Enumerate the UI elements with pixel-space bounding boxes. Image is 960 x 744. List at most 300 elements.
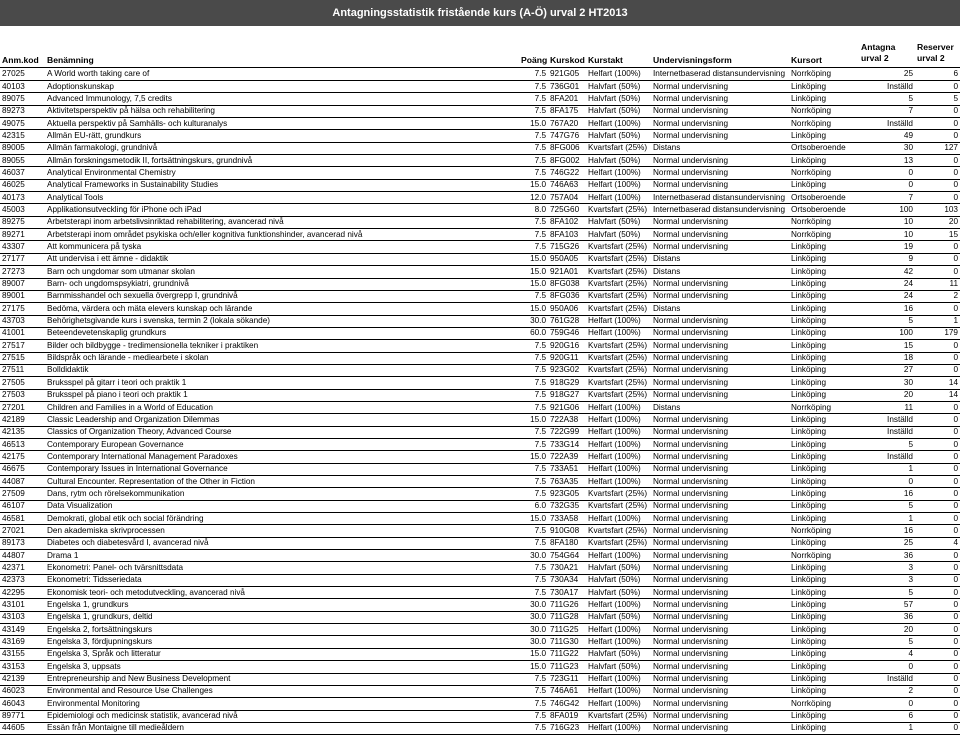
cell-kurstakt: Kvartsfart (25%) xyxy=(586,290,651,302)
cell-benamning: Allmän EU-rätt, grundkurs xyxy=(45,130,519,142)
cell-poang: 7.5 xyxy=(519,574,548,586)
cell-undervisningsform: Distans xyxy=(651,266,789,278)
cell-poang: 30.0 xyxy=(519,611,548,623)
cell-anmkod: 27517 xyxy=(0,340,45,352)
cell-undervisningsform: Normal undervisning xyxy=(651,500,789,512)
cell-kurstakt: Helfart (100%) xyxy=(586,513,651,525)
cell-poang: 15.0 xyxy=(519,648,548,660)
cell-reserver: 0 xyxy=(915,525,960,537)
cell-kursort: Norrköping xyxy=(789,118,859,130)
cell-kursort: Norrköping xyxy=(789,68,859,81)
cell-kursort: Linköping xyxy=(789,661,859,673)
cell-antagna: 3 xyxy=(859,562,915,574)
cell-anmkod: 27177 xyxy=(0,253,45,265)
table-row xyxy=(0,401,960,413)
table-row xyxy=(0,722,960,734)
cell-anmkod: 89275 xyxy=(0,216,45,228)
cell-benamning: Att undervisa i ett ämne - didaktik xyxy=(45,253,519,265)
cell-poang: 7.5 xyxy=(519,673,548,685)
cell-kurskod: 8FA201 xyxy=(548,93,586,105)
cell-anmkod: 89771 xyxy=(0,710,45,722)
cell-kursort: Linköping xyxy=(789,537,859,549)
cell-reserver: 0 xyxy=(915,587,960,599)
cell-kursort: Linköping xyxy=(789,451,859,463)
cell-reserver: 6 xyxy=(915,68,960,81)
cell-kurstakt: Halvfart (50%) xyxy=(586,562,651,574)
cell-undervisningsform: Normal undervisning xyxy=(651,488,789,500)
cell-benamning: Barn- och ungdomspsykiatri, grundnivå xyxy=(45,278,519,290)
cell-undervisningsform: Normal undervisning xyxy=(651,81,789,93)
cell-reserver: 11 xyxy=(915,278,960,290)
cell-reserver: 2 xyxy=(915,290,960,302)
cell-undervisningsform: Normal undervisning xyxy=(651,340,789,352)
cell-anmkod: 43153 xyxy=(0,661,45,673)
cell-poang: 15.0 xyxy=(519,661,548,673)
cell-anmkod: 46513 xyxy=(0,438,45,450)
cell-kurstakt: Helfart (100%) xyxy=(586,636,651,648)
table-row xyxy=(0,500,960,512)
cell-reserver: 179 xyxy=(915,327,960,339)
cell-kurstakt: Helfart (100%) xyxy=(586,327,651,339)
cell-undervisningsform: Normal undervisning xyxy=(651,685,789,697)
cell-benamning: Behörighetsgivande kurs i svenska, termin 2 (lokala sökande) xyxy=(45,315,519,327)
cell-kurstakt: Kvartsfart (25%) xyxy=(586,389,651,401)
cell-antagna: 100 xyxy=(859,327,915,339)
cell-undervisningsform: Normal undervisning xyxy=(651,673,789,685)
cell-benamning: Bildspråk och lärande - mediearbete i skolan xyxy=(45,352,519,364)
table-row xyxy=(0,142,960,154)
cell-undervisningsform: Normal undervisning xyxy=(651,611,789,623)
cell-anmkod: 42189 xyxy=(0,414,45,426)
cell-kursort: Linköping xyxy=(789,722,859,734)
cell-kursort: Linköping xyxy=(789,574,859,586)
header-poang: Poäng xyxy=(519,26,548,68)
cell-benamning: Classic Leadership and Organization Dilemmas xyxy=(45,414,519,426)
cell-benamning: Arbetsterapi inom området psykiska och/eller kognitiva funktionshinder, avancerad nivå xyxy=(45,229,519,241)
cell-kursort: Linköping xyxy=(789,611,859,623)
table-body xyxy=(0,68,960,735)
cell-anmkod: 42135 xyxy=(0,426,45,438)
cell-reserver: 0 xyxy=(915,426,960,438)
cell-kurskod: 923G02 xyxy=(548,364,586,376)
cell-poang: 15.0 xyxy=(519,451,548,463)
cell-kurskod: 715G26 xyxy=(548,241,586,253)
cell-kursort: Norrköping xyxy=(789,550,859,562)
cell-undervisningsform: Normal undervisning xyxy=(651,377,789,389)
cell-kursort: Linköping xyxy=(789,673,859,685)
cell-undervisningsform: Normal undervisning xyxy=(651,241,789,253)
cell-poang: 7.5 xyxy=(519,290,548,302)
cell-kurskod: 730A34 xyxy=(548,574,586,586)
cell-benamning: Analytical Frameworks in Sustainability Studies xyxy=(45,179,519,191)
cell-anmkod: 42295 xyxy=(0,587,45,599)
cell-anmkod: 44087 xyxy=(0,476,45,488)
table-row xyxy=(0,340,960,352)
table-row xyxy=(0,389,960,401)
cell-poang: 7.5 xyxy=(519,698,548,710)
cell-kurstakt: Helfart (100%) xyxy=(586,167,651,179)
table-row xyxy=(0,636,960,648)
cell-undervisningsform: Internetbaserad distansundervisning xyxy=(651,192,789,204)
cell-poang: 30.0 xyxy=(519,636,548,648)
cell-benamning: Children and Families in a World of Education xyxy=(45,401,519,413)
table-row xyxy=(0,130,960,142)
cell-undervisningsform: Normal undervisning xyxy=(651,216,789,228)
cell-kursort: Linköping xyxy=(789,352,859,364)
cell-undervisningsform: Normal undervisning xyxy=(651,648,789,660)
table-row xyxy=(0,537,960,549)
cell-anmkod: 27025 xyxy=(0,68,45,81)
cell-reserver: 0 xyxy=(915,476,960,488)
table-row xyxy=(0,105,960,117)
cell-benamning: Engelska 1, grundkurs, deltid xyxy=(45,611,519,623)
cell-kurstakt: Helfart (100%) xyxy=(586,599,651,611)
cell-kurskod: 761G28 xyxy=(548,315,586,327)
cell-benamning: Bolldidaktik xyxy=(45,364,519,376)
cell-kurstakt: Kvartsfart (25%) xyxy=(586,142,651,154)
cell-anmkod: 43103 xyxy=(0,611,45,623)
cell-anmkod: 44807 xyxy=(0,550,45,562)
cell-kurskod: 723G11 xyxy=(548,673,586,685)
cell-undervisningsform: Normal undervisning xyxy=(651,155,789,167)
cell-reserver: 0 xyxy=(915,710,960,722)
cell-kurskod: 733A58 xyxy=(548,513,586,525)
cell-anmkod: 89075 xyxy=(0,93,45,105)
cell-kursort: Linköping xyxy=(789,364,859,376)
cell-poang: 6.0 xyxy=(519,500,548,512)
cell-reserver: 0 xyxy=(915,698,960,710)
cell-kursort: Linköping xyxy=(789,476,859,488)
cell-kurskod: 711G25 xyxy=(548,624,586,636)
cell-antagna: Inställd xyxy=(859,118,915,130)
table-row xyxy=(0,118,960,130)
cell-antagna: 16 xyxy=(859,525,915,537)
table-row xyxy=(0,525,960,537)
cell-undervisningsform: Normal undervisning xyxy=(651,278,789,290)
cell-kurstakt: Helfart (100%) xyxy=(586,179,651,191)
cell-undervisningsform: Normal undervisning xyxy=(651,93,789,105)
cell-poang: 15.0 xyxy=(519,266,548,278)
cell-antagna: 0 xyxy=(859,661,915,673)
cell-antagna: 20 xyxy=(859,624,915,636)
cell-poang: 15.0 xyxy=(519,253,548,265)
cell-kurstakt: Helfart (100%) xyxy=(586,476,651,488)
cell-kurstakt: Helfart (100%) xyxy=(586,550,651,562)
cell-anmkod: 89001 xyxy=(0,290,45,302)
cell-kurstakt: Halvfart (50%) xyxy=(586,81,651,93)
cell-antagna: 5 xyxy=(859,93,915,105)
cell-kurskod: 950A05 xyxy=(548,253,586,265)
cell-antagna: 0 xyxy=(859,179,915,191)
cell-reserver: 0 xyxy=(915,364,960,376)
cell-antagna: Inställd xyxy=(859,426,915,438)
cell-poang: 7.5 xyxy=(519,476,548,488)
cell-kurstakt: Halvfart (50%) xyxy=(586,648,651,660)
cell-benamning: Adoptionskunskap xyxy=(45,81,519,93)
cell-kurskod: 763A35 xyxy=(548,476,586,488)
table-row xyxy=(0,315,960,327)
cell-anmkod: 44605 xyxy=(0,722,45,734)
cell-reserver: 0 xyxy=(915,438,960,450)
cell-reserver: 0 xyxy=(915,661,960,673)
cell-anmkod: 40103 xyxy=(0,81,45,93)
cell-poang: 12.0 xyxy=(519,192,548,204)
cell-kurskod: 757A04 xyxy=(548,192,586,204)
cell-reserver: 0 xyxy=(915,685,960,697)
cell-benamning: Engelska 2, fortsättningskurs xyxy=(45,624,519,636)
table-row xyxy=(0,710,960,722)
cell-antagna: 3 xyxy=(859,574,915,586)
table-header-row xyxy=(0,26,960,68)
cell-anmkod: 42373 xyxy=(0,574,45,586)
table-row xyxy=(0,352,960,364)
cell-poang: 7.5 xyxy=(519,81,548,93)
cell-kursort: Linköping xyxy=(789,513,859,525)
cell-kurstakt: Kvartsfart (25%) xyxy=(586,303,651,315)
cell-benamning: Contemporary European Governance xyxy=(45,438,519,450)
cell-reserver: 20 xyxy=(915,216,960,228)
cell-antagna: 10 xyxy=(859,216,915,228)
cell-benamning: Barn och ungdomar som utmanar skolan xyxy=(45,266,519,278)
cell-undervisningsform: Normal undervisning xyxy=(651,229,789,241)
cell-kurskod: 736G01 xyxy=(548,81,586,93)
table-row xyxy=(0,266,960,278)
cell-reserver: 0 xyxy=(915,513,960,525)
cell-benamning: Ekonomisk teori- och metodutveckling, avancerad nivå xyxy=(45,587,519,599)
cell-benamning: Epidemiologi och medicinsk statistik, avancerad nivå xyxy=(45,710,519,722)
cell-benamning: Essän från Montaigne till medieåldern xyxy=(45,722,519,734)
cell-kurstakt: Helfart (100%) xyxy=(586,426,651,438)
cell-poang: 7.5 xyxy=(519,216,548,228)
cell-poang: 15.0 xyxy=(519,179,548,191)
cell-benamning: Den akademiska skrivprocessen xyxy=(45,525,519,537)
cell-benamning: Data Visualization xyxy=(45,500,519,512)
cell-reserver: 0 xyxy=(915,155,960,167)
cell-anmkod: 89173 xyxy=(0,537,45,549)
cell-anmkod: 89007 xyxy=(0,278,45,290)
cell-poang: 30.0 xyxy=(519,599,548,611)
cell-kurstakt: Kvartsfart (25%) xyxy=(586,278,651,290)
cell-poang: 7.5 xyxy=(519,352,548,364)
cell-anmkod: 43307 xyxy=(0,241,45,253)
table-row xyxy=(0,426,960,438)
cell-kurstakt: Helfart (100%) xyxy=(586,118,651,130)
cell-benamning: Contemporary Issues in International Governance xyxy=(45,463,519,475)
cell-kurstakt: Kvartsfart (25%) xyxy=(586,377,651,389)
cell-antagna: 16 xyxy=(859,488,915,500)
cell-kurskod: 8FA102 xyxy=(548,216,586,228)
cell-reserver: 15 xyxy=(915,229,960,241)
cell-kursort: Norrköping xyxy=(789,216,859,228)
cell-anmkod: 27175 xyxy=(0,303,45,315)
header-antagna: Antagna urval 2 xyxy=(859,26,915,68)
table-row xyxy=(0,204,960,216)
cell-antagna: 36 xyxy=(859,611,915,623)
cell-reserver: 0 xyxy=(915,167,960,179)
cell-anmkod: 46023 xyxy=(0,685,45,697)
cell-kurskod: 746A61 xyxy=(548,685,586,697)
table-row xyxy=(0,303,960,315)
cell-kurskod: 747G76 xyxy=(548,130,586,142)
cell-kurstakt: Helfart (100%) xyxy=(586,192,651,204)
cell-kurskod: 725G60 xyxy=(548,204,586,216)
cell-kursort: Norrköping xyxy=(789,105,859,117)
cell-benamning: Aktivitetsperspektiv på hälsa och rehabilitering xyxy=(45,105,519,117)
cell-undervisningsform: Normal undervisning xyxy=(651,550,789,562)
cell-kursort: Linköping xyxy=(789,426,859,438)
cell-reserver: 0 xyxy=(915,414,960,426)
cell-benamning: Aktuella perspektiv på Samhälls- och kulturanalys xyxy=(45,118,519,130)
cell-undervisningsform: Normal undervisning xyxy=(651,438,789,450)
cell-antagna: 16 xyxy=(859,303,915,315)
cell-undervisningsform: Normal undervisning xyxy=(651,179,789,191)
cell-poang: 7.5 xyxy=(519,340,548,352)
cell-kurskod: 730A21 xyxy=(548,562,586,574)
cell-reserver: 0 xyxy=(915,340,960,352)
cell-antagna: 2 xyxy=(859,685,915,697)
cell-kursort: Ortsoberoende xyxy=(789,192,859,204)
cell-kurstakt: Helfart (100%) xyxy=(586,438,651,450)
table-row xyxy=(0,278,960,290)
cell-anmkod: 46037 xyxy=(0,167,45,179)
cell-kursort: Ortsoberoende xyxy=(789,204,859,216)
cell-poang: 7.5 xyxy=(519,537,548,549)
cell-anmkod: 89273 xyxy=(0,105,45,117)
cell-benamning: Contemporary International Management Paradoxes xyxy=(45,451,519,463)
cell-antagna: 100 xyxy=(859,204,915,216)
cell-kursort: Linköping xyxy=(789,241,859,253)
cell-antagna: 5 xyxy=(859,636,915,648)
cell-kurstakt: Helfart (100%) xyxy=(586,414,651,426)
cell-anmkod: 46025 xyxy=(0,179,45,191)
cell-kursort: Linköping xyxy=(789,327,859,339)
cell-kursort: Linköping xyxy=(789,587,859,599)
cell-kurstakt: Halvfart (50%) xyxy=(586,155,651,167)
cell-kurskod: 746G22 xyxy=(548,167,586,179)
cell-undervisningsform: Normal undervisning xyxy=(651,513,789,525)
cell-reserver: 0 xyxy=(915,118,960,130)
cell-antagna: 0 xyxy=(859,167,915,179)
cell-undervisningsform: Normal undervisning xyxy=(651,587,789,599)
cell-benamning: Entrepreneurship and New Business Development xyxy=(45,673,519,685)
cell-antagna: Inställd xyxy=(859,451,915,463)
table-row xyxy=(0,648,960,660)
cell-kurstakt: Helfart (100%) xyxy=(586,624,651,636)
cell-anmkod: 42315 xyxy=(0,130,45,142)
cell-anmkod: 46581 xyxy=(0,513,45,525)
cell-benamning: Diabetes och diabetesvård I, avancerad nivå xyxy=(45,537,519,549)
cell-antagna: 25 xyxy=(859,68,915,81)
cell-benamning: Bilder och bildbygge - tredimensionella tekniker i praktiken xyxy=(45,340,519,352)
cell-kurskod: 8FA175 xyxy=(548,105,586,117)
cell-undervisningsform: Normal undervisning xyxy=(651,537,789,549)
table-row xyxy=(0,611,960,623)
cell-reserver: 0 xyxy=(915,303,960,315)
cell-antagna: 30 xyxy=(859,142,915,154)
cell-antagna: 0 xyxy=(859,698,915,710)
cell-anmkod: 27511 xyxy=(0,364,45,376)
cell-anmkod: 27021 xyxy=(0,525,45,537)
cell-undervisningsform: Distans xyxy=(651,303,789,315)
cell-kurskod: 711G23 xyxy=(548,661,586,673)
cell-kursort: Linköping xyxy=(789,93,859,105)
cell-kurstakt: Halvfart (50%) xyxy=(586,587,651,599)
cell-benamning: Classics of Organization Theory, Advanced Course xyxy=(45,426,519,438)
cell-benamning: Analytical Tools xyxy=(45,192,519,204)
cell-reserver: 14 xyxy=(915,377,960,389)
table-row xyxy=(0,550,960,562)
cell-antagna: 19 xyxy=(859,241,915,253)
cell-poang: 7.5 xyxy=(519,167,548,179)
cell-kurskod: 920G11 xyxy=(548,352,586,364)
cell-reserver: 0 xyxy=(915,550,960,562)
cell-anmkod: 43149 xyxy=(0,624,45,636)
cell-kurstakt: Helfart (100%) xyxy=(586,68,651,81)
cell-kursort: Linköping xyxy=(789,389,859,401)
cell-kurskod: 921G06 xyxy=(548,401,586,413)
cell-anmkod: 46043 xyxy=(0,698,45,710)
cell-benamning: Drama 1 xyxy=(45,550,519,562)
cell-poang: 15.0 xyxy=(519,414,548,426)
cell-kurstakt: Kvartsfart (25%) xyxy=(586,488,651,500)
cell-reserver: 0 xyxy=(915,105,960,117)
cell-antagna: 5 xyxy=(859,438,915,450)
cell-antagna: 18 xyxy=(859,352,915,364)
table-row xyxy=(0,488,960,500)
table-row xyxy=(0,451,960,463)
cell-kurskod: 722G99 xyxy=(548,426,586,438)
cell-poang: 7.5 xyxy=(519,401,548,413)
cell-benamning: Engelska 3, fördjupningskurs xyxy=(45,636,519,648)
cell-kurskod: 746A63 xyxy=(548,179,586,191)
document-title: Antagningsstatistik fristående kurs (A-Ö) urval 2 HT2013 xyxy=(332,7,628,19)
cell-kurstakt: Kvartsfart (25%) xyxy=(586,364,651,376)
cell-benamning: A World worth taking care of xyxy=(45,68,519,81)
cell-poang: 7.5 xyxy=(519,68,548,81)
cell-reserver: 127 xyxy=(915,142,960,154)
cell-kurstakt: Halvfart (50%) xyxy=(586,93,651,105)
cell-antagna: 20 xyxy=(859,389,915,401)
cell-kurstakt: Halvfart (50%) xyxy=(586,105,651,117)
cell-kurstakt: Halvfart (50%) xyxy=(586,130,651,142)
cell-antagna: 6 xyxy=(859,710,915,722)
cell-poang: 15.0 xyxy=(519,303,548,315)
cell-kursort: Linköping xyxy=(789,278,859,290)
cell-poang: 7.5 xyxy=(519,562,548,574)
cell-poang: 7.5 xyxy=(519,438,548,450)
cell-reserver: 0 xyxy=(915,179,960,191)
cell-reserver: 0 xyxy=(915,130,960,142)
cell-undervisningsform: Normal undervisning xyxy=(651,722,789,734)
cell-anmkod: 43703 xyxy=(0,315,45,327)
header-undervisningsform: Undervisningsform xyxy=(651,26,789,68)
cell-antagna: 4 xyxy=(859,648,915,660)
cell-undervisningsform: Normal undervisning xyxy=(651,364,789,376)
cell-kursort: Linköping xyxy=(789,624,859,636)
cell-kursort: Linköping xyxy=(789,253,859,265)
cell-kurstakt: Kvartsfart (25%) xyxy=(586,352,651,364)
cell-reserver: 0 xyxy=(915,624,960,636)
cell-reserver: 0 xyxy=(915,266,960,278)
cell-kursort: Linköping xyxy=(789,414,859,426)
cell-poang: 7.5 xyxy=(519,463,548,475)
cell-antagna: 25 xyxy=(859,537,915,549)
cell-kurskod: 8FA103 xyxy=(548,229,586,241)
cell-kurstakt: Kvartsfart (25%) xyxy=(586,710,651,722)
cell-benamning: Bruksspel på gitarr i teori och praktik 1 xyxy=(45,377,519,389)
cell-poang: 7.5 xyxy=(519,488,548,500)
cell-benamning: Ekonometri: Tidsseriedata xyxy=(45,574,519,586)
